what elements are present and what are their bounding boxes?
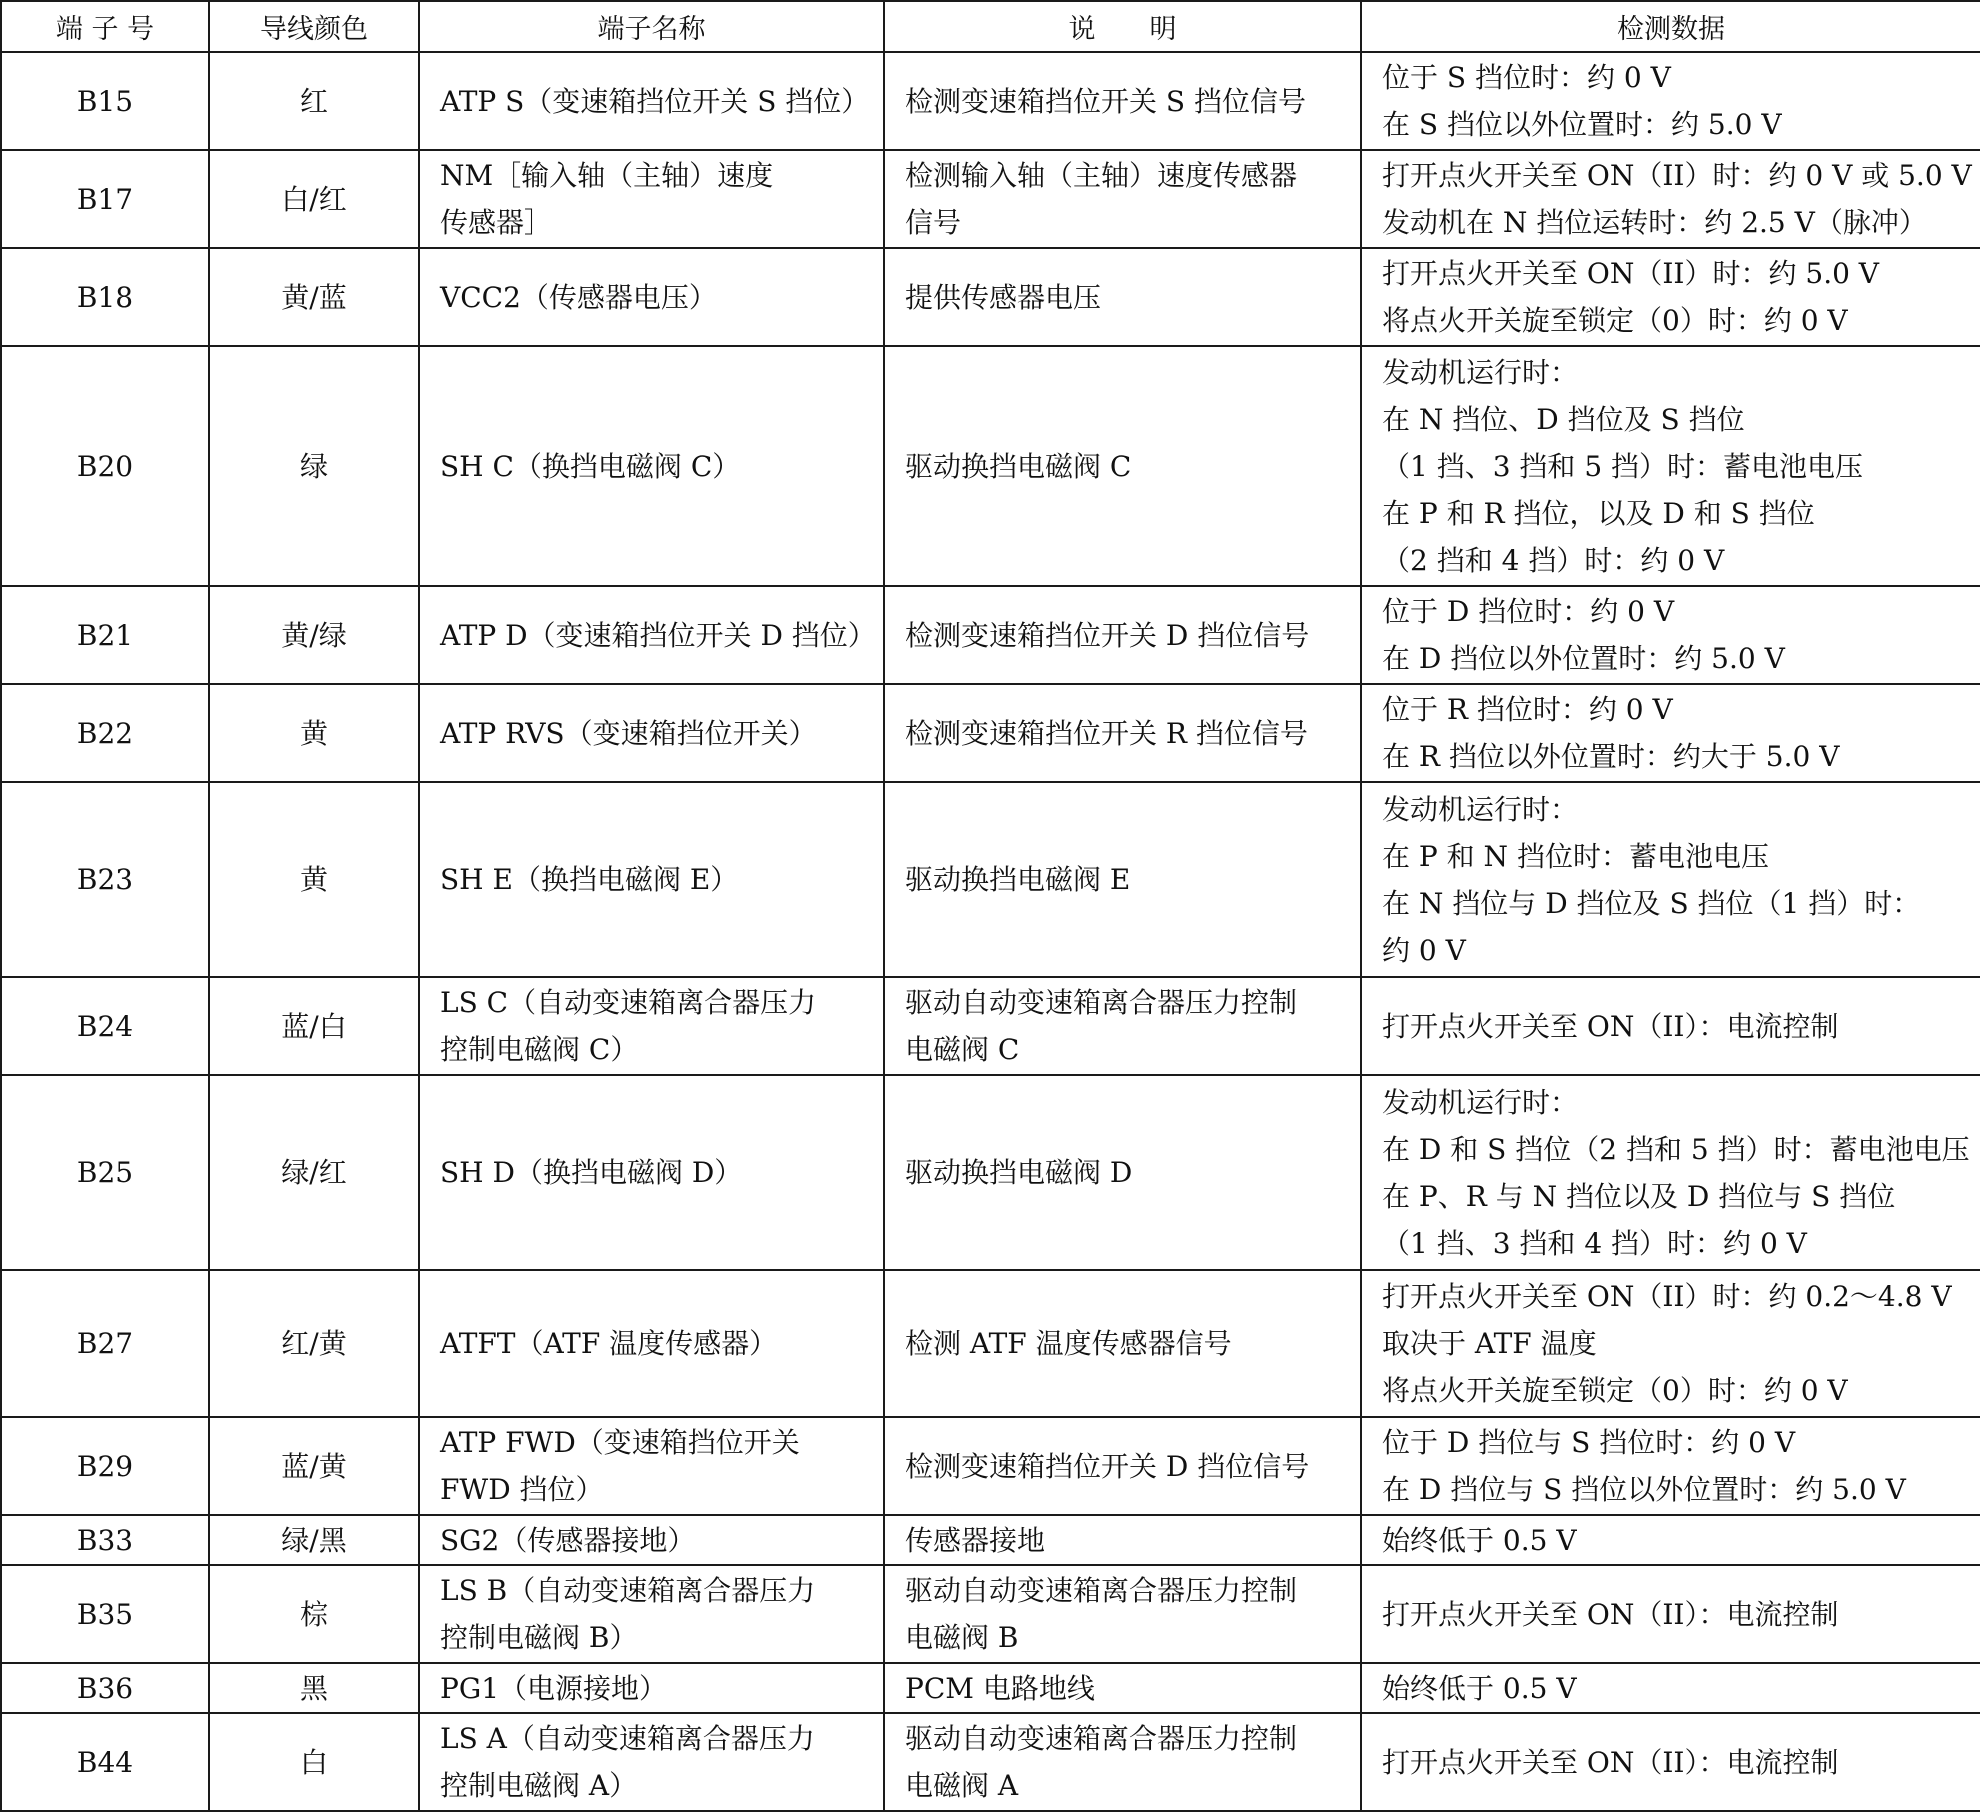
test-data-cell-line: 打开点火开关至 ON（II）：电流控制: [1382, 1745, 1839, 1779]
terminal-name-cell: [419, 1417, 884, 1515]
wire-color-cell: 绿/黑: [209, 1515, 419, 1565]
table-row: [1, 1075, 1980, 1270]
description-cell: [884, 1713, 1361, 1811]
header-terminal-no: 端 子 号: [1, 1, 209, 52]
description-cell: [884, 346, 1361, 586]
terminal-name-cell-line: SH D（换挡电磁阀 D）: [440, 1156, 743, 1189]
table-row: [1, 1515, 1980, 1565]
terminal-number-cell: B36: [1, 1663, 209, 1713]
test-data-cell-line: 将点火开关旋至锁定（0）时：约 0 V: [1382, 1374, 1848, 1407]
test-data-cell-line: 在 D 挡位与 S 挡位以外位置时：约 5.0 V: [1382, 1473, 1906, 1506]
description-cell: [884, 782, 1361, 977]
test-data-cell-line: 位于 S 挡位时：约 0 V: [1382, 61, 1671, 94]
terminal-name-cell-line: VCC2（传感器电压）: [440, 280, 717, 314]
wire-color-cell: 白/红: [209, 150, 419, 248]
description-cell-line: 检测变速箱挡位开关 D 挡位信号: [905, 618, 1310, 652]
description-cell-line: 驱动自动变速箱离合器压力控制: [905, 1722, 1298, 1755]
description-cell-line: 电磁阀 C: [905, 1033, 1020, 1066]
test-data-cell: [1361, 782, 1980, 977]
terminal-name-cell-line: ATP D（变速箱挡位开关 D 挡位）: [440, 618, 876, 652]
test-data-cell-line: 在 N 挡位与 D 挡位及 S 挡位（1 挡）时：: [1382, 886, 1921, 920]
terminal-name-cell: [419, 1075, 884, 1270]
description-cell: [884, 586, 1361, 684]
test-data-cell-line: 打开点火开关至 ON（II）时：约 0 V 或 5.0 V: [1382, 159, 1972, 192]
terminal-name-cell-line: ATP RVS（变速箱挡位开关）: [440, 716, 817, 750]
test-data-cell-line: 发动机运行时：: [1382, 355, 1579, 389]
terminal-name-cell-line: SG2（传感器接地）: [440, 1523, 696, 1557]
table-row: [1, 1565, 1980, 1663]
test-data-cell-line: 位于 R 挡位时：约 0 V: [1382, 693, 1673, 726]
description-cell-line: 检测 ATF 温度传感器信号: [905, 1327, 1232, 1360]
wire-color-cell: 黄: [209, 684, 419, 782]
test-data-cell-line: 在 D 挡位以外位置时：约 5.0 V: [1382, 642, 1785, 675]
test-data-cell-line: 打开点火开关至 ON（II）时：约 5.0 V: [1382, 257, 1880, 290]
table-row: [1, 684, 1980, 782]
test-data-cell: [1361, 150, 1980, 248]
test-data-cell: [1361, 1565, 1980, 1663]
description-cell-line: 驱动自动变速箱离合器压力控制: [905, 986, 1298, 1019]
terminal-name-cell: [419, 1713, 884, 1811]
terminal-name-cell-line: ATFT（ATF 温度传感器）: [440, 1327, 778, 1360]
test-data-cell-line: 位于 D 挡位与 S 挡位时：约 0 V: [1382, 1426, 1796, 1459]
test-data-cell-line: 发动机运行时：: [1382, 792, 1579, 826]
wire-color-cell: 黄/绿: [209, 586, 419, 684]
test-data-cell-line: （1 挡、3 挡和 4 挡）时：约 0 V: [1382, 1226, 1807, 1260]
table-row: [1, 782, 1980, 977]
terminal-number-cell: B21: [1, 586, 209, 684]
table-row: [1, 346, 1980, 586]
description-cell-line: 电磁阀 B: [905, 1621, 1019, 1654]
terminal-name-cell-line: PG1（电源接地）: [440, 1671, 668, 1705]
test-data-cell: [1361, 346, 1980, 586]
terminal-number-cell: B44: [1, 1713, 209, 1811]
terminal-name-cell-line: LS A（自动变速箱离合器压力: [440, 1722, 815, 1755]
test-data-cell-line: （2 挡和 4 挡）时：约 0 V: [1382, 543, 1725, 577]
test-data-cell: [1361, 1663, 1980, 1713]
header-terminal-name: 端子名称: [419, 1, 884, 52]
terminal-name-cell-line: LS C（自动变速箱离合器压力: [440, 986, 817, 1019]
terminal-name-cell: [419, 1663, 884, 1713]
wire-color-cell: 蓝/白: [209, 977, 419, 1075]
terminal-number-cell: B20: [1, 346, 209, 586]
table-row: [1, 248, 1980, 346]
test-data-cell-line: 始终低于 0.5 V: [1382, 1523, 1577, 1557]
terminal-name-cell-line: FWD 挡位）: [440, 1473, 604, 1506]
terminal-name-cell-line: SH C（换挡电磁阀 C）: [440, 449, 741, 483]
description-cell-line: 驱动换挡电磁阀 D: [905, 1156, 1133, 1189]
wire-color-cell: 黄: [209, 782, 419, 977]
test-data-cell-line: 在 S 挡位以外位置时：约 5.0 V: [1382, 108, 1782, 141]
terminal-number-cell: B23: [1, 782, 209, 977]
header-wire-color: 导线颜色: [209, 1, 419, 52]
wire-color-cell: 黄/蓝: [209, 248, 419, 346]
terminal-name-cell-line: ATP FWD（变速箱挡位开关: [440, 1426, 800, 1459]
terminal-name-cell-line: LS B（自动变速箱离合器压力: [440, 1574, 816, 1607]
test-data-cell-line: 发动机在 N 挡位运转时：约 2.5 V（脉冲）: [1382, 206, 1927, 239]
terminal-name-cell-line: 控制电磁阀 A）: [440, 1769, 638, 1802]
test-data-cell: [1361, 1270, 1980, 1417]
description-cell-line: 电磁阀 A: [905, 1769, 1019, 1802]
terminal-name-cell: [419, 977, 884, 1075]
terminal-name-cell: [419, 1270, 884, 1417]
terminal-name-cell: [419, 150, 884, 248]
terminal-name-cell-line: ATP S（变速箱挡位开关 S 挡位）: [440, 84, 870, 118]
description-cell-line: 检测变速箱挡位开关 D 挡位信号: [905, 1449, 1310, 1483]
description-cell-line: 传感器接地: [905, 1523, 1046, 1557]
test-data-cell-line: 在 R 挡位以外位置时：约大于 5.0 V: [1382, 740, 1840, 773]
description-cell: [884, 248, 1361, 346]
wire-color-cell: 棕: [209, 1565, 419, 1663]
terminal-number-cell: B25: [1, 1075, 209, 1270]
test-data-cell: [1361, 1417, 1980, 1515]
table-row: [1, 1270, 1980, 1417]
description-cell: [884, 1075, 1361, 1270]
header-description: 说 明: [884, 1, 1361, 52]
test-data-cell-line: 取决于 ATF 温度: [1382, 1327, 1597, 1360]
wire-color-cell: 绿/红: [209, 1075, 419, 1270]
description-cell: [884, 977, 1361, 1075]
wire-color-cell: 白: [209, 1713, 419, 1811]
wire-color-cell: 黑: [209, 1663, 419, 1713]
test-data-cell-line: 打开点火开关至 ON（II）：电流控制: [1382, 1597, 1839, 1631]
terminal-number-cell: B33: [1, 1515, 209, 1565]
table-row: [1, 586, 1980, 684]
test-data-cell-line: 在 N 挡位、D 挡位及 S 挡位: [1382, 402, 1745, 436]
terminal-name-cell-line: SH E（换挡电磁阀 E）: [440, 863, 739, 896]
description-cell-line: 检测输入轴（主轴）速度传感器: [905, 159, 1298, 192]
test-data-cell: [1361, 586, 1980, 684]
test-data-cell-line: 打开点火开关至 ON（II）：电流控制: [1382, 1009, 1839, 1043]
description-cell: [884, 684, 1361, 782]
description-cell-line: 驱动换挡电磁阀 E: [905, 863, 1131, 896]
description-cell: [884, 1663, 1361, 1713]
table-row: [1, 1713, 1980, 1811]
test-data-cell: [1361, 52, 1980, 150]
table-row: [1, 1663, 1980, 1713]
wire-color-cell: 蓝/黄: [209, 1417, 419, 1515]
terminal-number-cell: B27: [1, 1270, 209, 1417]
wire-color-cell: 红/黄: [209, 1270, 419, 1417]
description-cell: [884, 52, 1361, 150]
test-data-cell-line: 在 D 和 S 挡位（2 挡和 5 挡）时：蓄电池电压: [1382, 1132, 1970, 1166]
description-cell-line: 信号: [905, 206, 962, 239]
description-cell: [884, 1270, 1361, 1417]
description-cell-line: 提供传感器电压: [905, 280, 1102, 314]
table-row: [1, 52, 1980, 150]
terminal-name-cell: [419, 586, 884, 684]
test-data-cell-line: 打开点火开关至 ON（II）时：约 0.2～4.8 V: [1382, 1280, 1952, 1313]
terminal-name-cell: [419, 248, 884, 346]
description-cell: [884, 1515, 1361, 1565]
terminal-name-cell: [419, 346, 884, 586]
test-data-cell: [1361, 977, 1980, 1075]
test-data-cell: [1361, 248, 1980, 346]
terminal-number-cell: B24: [1, 977, 209, 1075]
terminal-name-cell: [419, 782, 884, 977]
terminal-number-cell: B15: [1, 52, 209, 150]
wire-color-cell: 红: [209, 52, 419, 150]
description-cell: [884, 150, 1361, 248]
table-header-row: [1, 1, 1980, 52]
description-cell-line: 检测变速箱挡位开关 S 挡位信号: [905, 84, 1306, 118]
terminal-name-cell-line: 传感器］: [440, 206, 553, 239]
test-data-cell: [1361, 684, 1980, 782]
test-data-cell-line: 在 P、R 与 N 挡位以及 D 挡位与 S 挡位: [1382, 1179, 1896, 1213]
terminal-number-cell: B29: [1, 1417, 209, 1515]
terminal-number-cell: B22: [1, 684, 209, 782]
test-data-cell: [1361, 1515, 1980, 1565]
terminal-name-cell: [419, 1565, 884, 1663]
wire-color-cell: 绿: [209, 346, 419, 586]
test-data-cell: [1361, 1075, 1980, 1270]
test-data-cell-line: 在 P 和 R 挡位，以及 D 和 S 挡位: [1382, 496, 1815, 530]
terminal-name-cell: [419, 684, 884, 782]
table-row: [1, 150, 1980, 248]
table-row: [1, 977, 1980, 1075]
description-cell-line: 检测变速箱挡位开关 R 挡位信号: [905, 716, 1308, 750]
test-data-cell-line: 始终低于 0.5 V: [1382, 1671, 1577, 1705]
test-data-cell-line: 约 0 V: [1382, 933, 1466, 967]
terminal-number-cell: B18: [1, 248, 209, 346]
description-cell: [884, 1565, 1361, 1663]
description-cell: [884, 1417, 1361, 1515]
test-data-cell-line: 在 P 和 N 挡位时：蓄电池电压: [1382, 839, 1769, 873]
description-cell-line: 驱动自动变速箱离合器压力控制: [905, 1574, 1298, 1607]
test-data-cell-line: （1 挡、3 挡和 5 挡）时：蓄电池电压: [1382, 449, 1864, 483]
test-data-cell-line: 发动机运行时：: [1382, 1085, 1579, 1119]
test-data-cell-line: 位于 D 挡位时：约 0 V: [1382, 595, 1675, 628]
terminal-number-cell: B35: [1, 1565, 209, 1663]
terminal-name-cell: [419, 1515, 884, 1565]
terminal-name-cell: [419, 52, 884, 150]
terminal-name-cell-line: 控制电磁阀 C）: [440, 1033, 639, 1066]
table-body: [1, 52, 1980, 1811]
description-cell-line: PCM 电路地线: [905, 1671, 1095, 1705]
terminal-name-cell-line: 控制电磁阀 B）: [440, 1621, 638, 1654]
test-data-cell-line: 将点火开关旋至锁定（0）时：约 0 V: [1382, 304, 1848, 337]
table-row: [1, 1417, 1980, 1515]
test-data-cell: [1361, 1713, 1980, 1811]
terminal-name-cell-line: NM［输入轴（主轴）速度: [440, 159, 774, 192]
header-test-data: 检测数据: [1361, 1, 1980, 52]
description-cell-line: 驱动换挡电磁阀 C: [905, 449, 1132, 483]
terminal-number-cell: B17: [1, 150, 209, 248]
